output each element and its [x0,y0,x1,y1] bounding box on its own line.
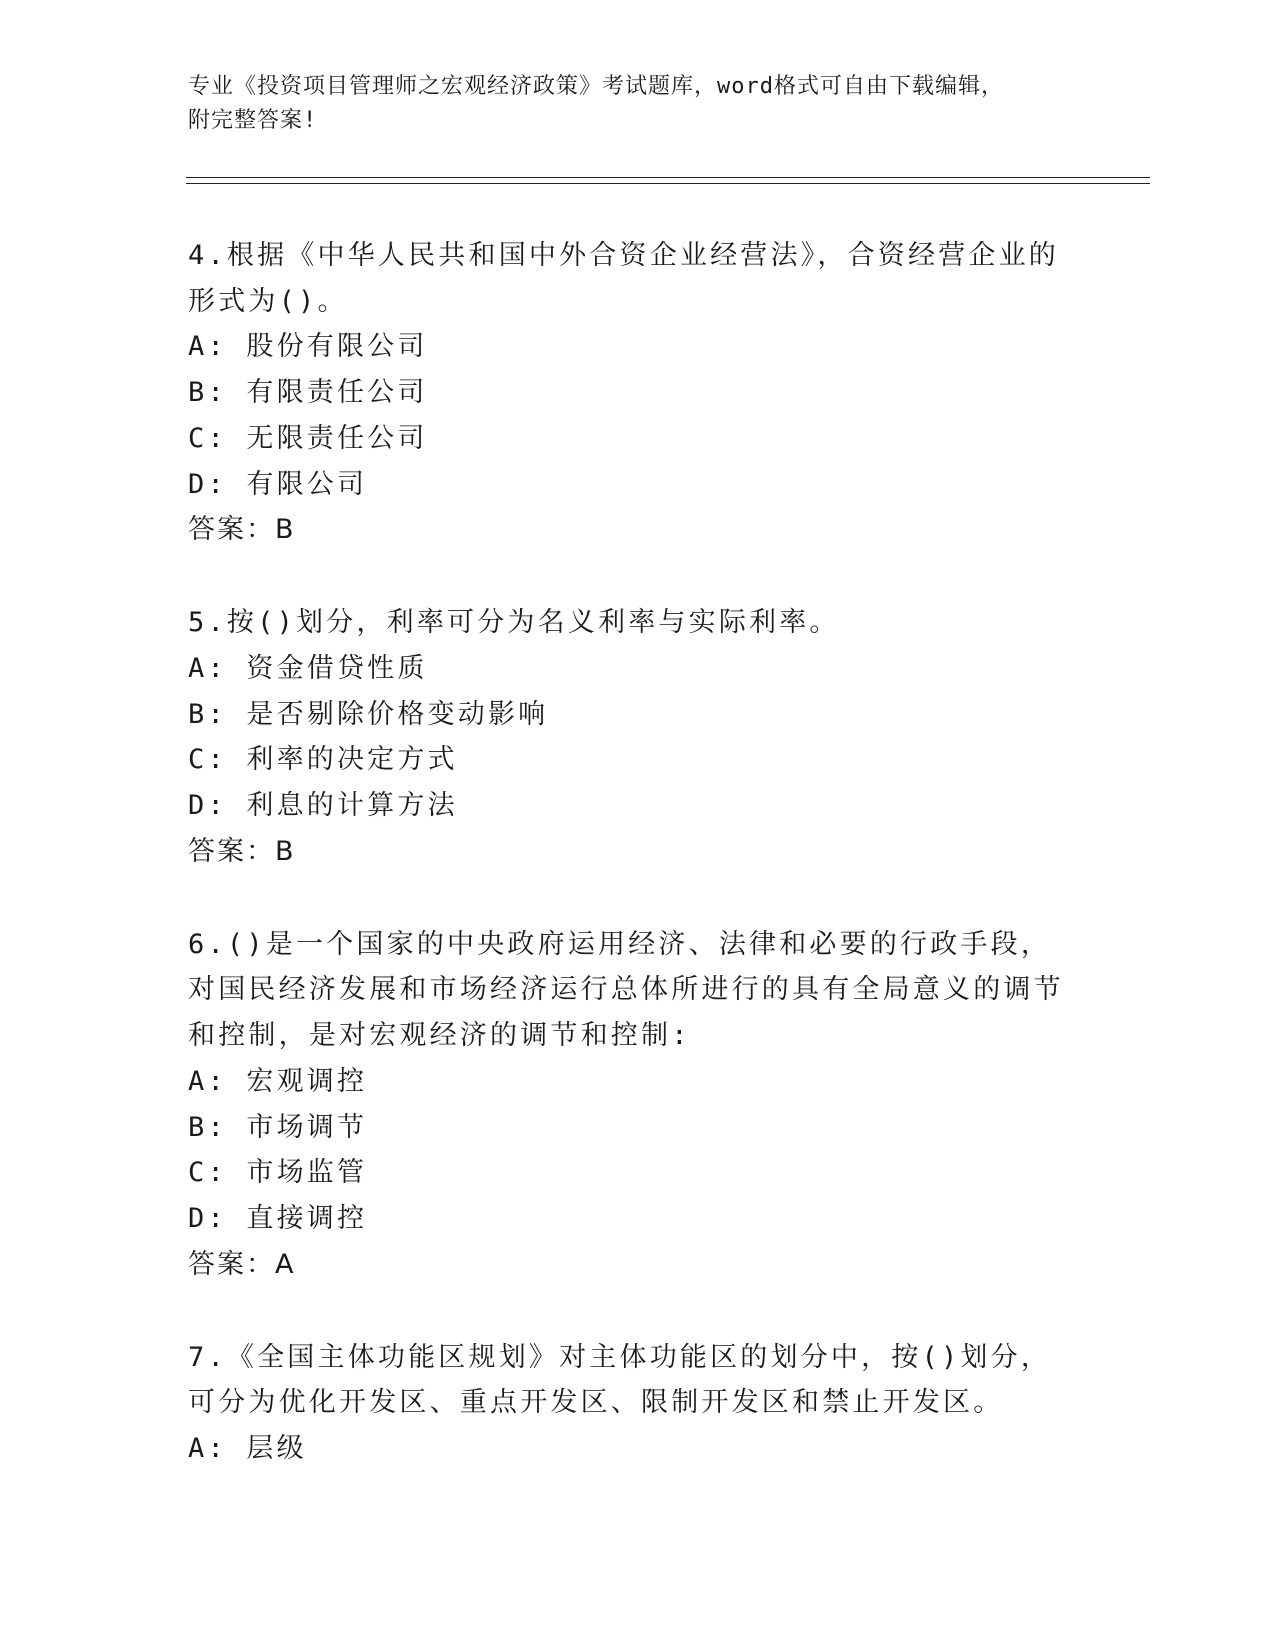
question-5 [188,600,1068,875]
question-list [188,233,1068,1519]
answer: 答案：B [188,514,296,546]
question-text: 5.按()划分，利率可分为名义利率与实际利率。 [188,607,840,639]
option-c: C: 市场监管 [188,1157,368,1189]
option-c: C: 无限责任公司 [188,422,428,454]
question-text: 6.()是一个国家的中央政府运用经济、法律和必要的行政手段，对国民经济发展和市场经济运行总体所进行的具有全局意义的调节和控制，是对宏观经济的调节和控制: [188,928,1064,1052]
option-b: B: 是否剔除价格变动影响 [188,698,549,730]
option-d: D: 有限公司 [188,468,368,500]
header-line-2: 附完整答案! [188,108,318,133]
option-b: B: 市场调节 [188,1111,368,1143]
option-c: C: 利率的决定方式 [188,744,458,776]
option-b: B: 有限责任公司 [188,377,428,409]
option-d: D: 利息的计算方法 [188,790,458,822]
question-text: 7.《全国主体功能区规划》对主体功能区的划分中，按()划分，可分为优化开发区、重点开发区、限制开发区和禁止开发区。 [188,1341,1052,1419]
question-text: 4.根据《中华人民共和国中外合资企业经营法》，合资经营企业的形式为()。 [188,240,1060,317]
answer: 答案：B [188,835,296,867]
answer: 答案：A [188,1248,296,1280]
question-6 [188,922,1068,1288]
option-a: A: 资金借贷性质 [188,652,428,684]
header-line-1: 专业《投资项目管理师之宏观经济政策》考试题库，word格式可自由下载编辑， [188,74,1004,99]
option-a: A: 股份有限公司 [188,331,428,363]
question-4 [188,233,1068,553]
question-7 [188,1335,1068,1472]
header-divider-bottom [186,183,1150,184]
document-header [188,70,1068,138]
header-divider-top [186,177,1150,178]
option-d: D: 直接调控 [188,1202,368,1234]
option-a: A: 宏观调控 [188,1065,368,1097]
option-a: A: 层级 [188,1433,307,1465]
